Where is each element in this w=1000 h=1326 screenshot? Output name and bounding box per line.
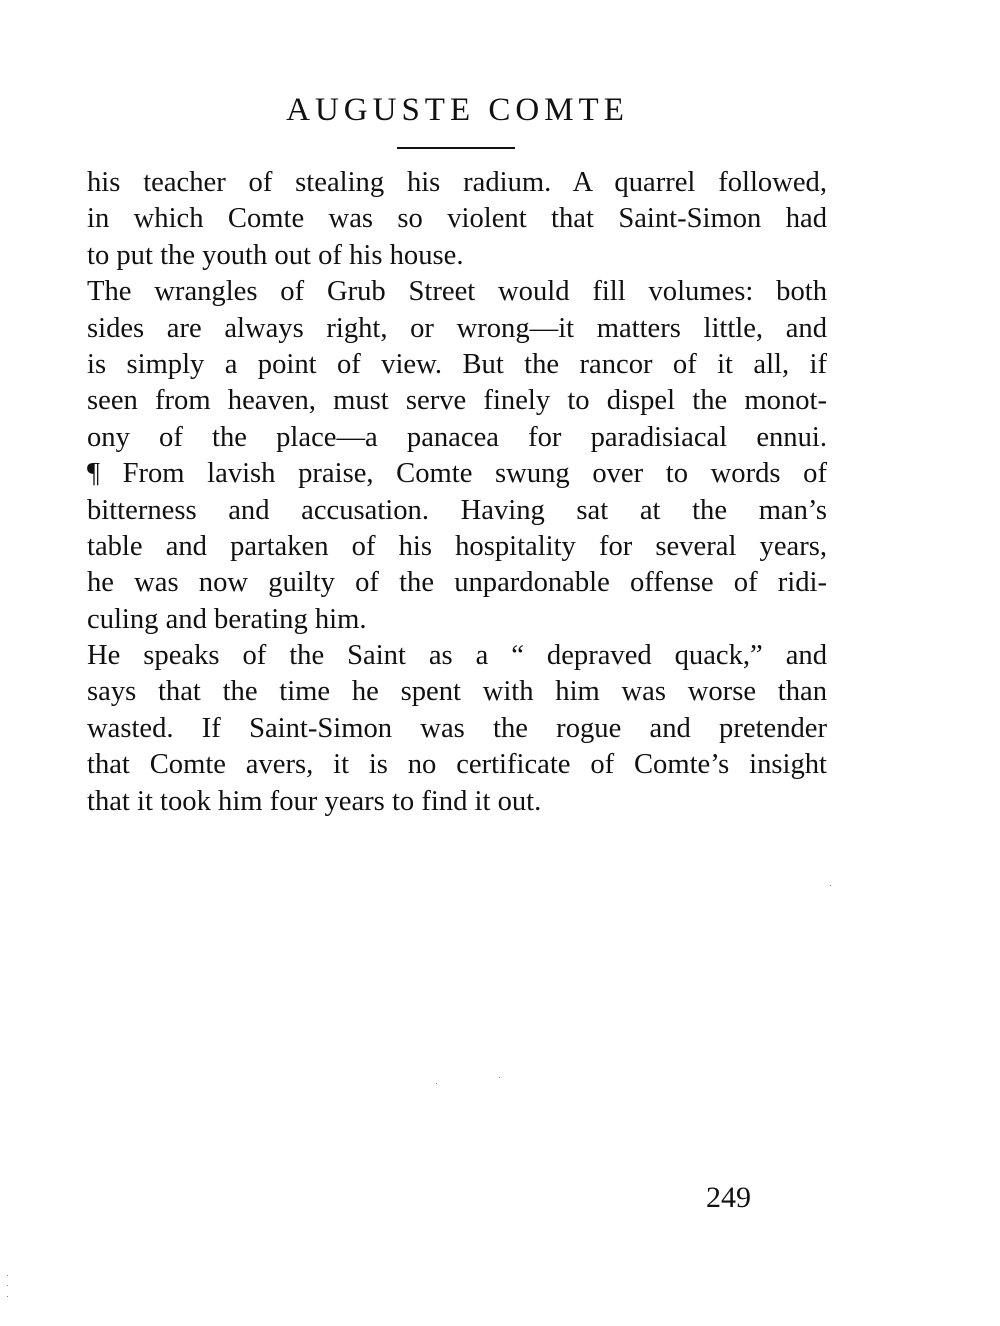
text-line: is simply a point of view. But the rancor of it all, if bbox=[87, 348, 827, 380]
scan-speck bbox=[830, 885, 831, 886]
text-line: The wrangles of Grub Street would fill volumes: both bbox=[87, 276, 827, 308]
page-number: 249 bbox=[706, 1181, 751, 1214]
scan-speck bbox=[7, 1275, 8, 1276]
scan-speck bbox=[7, 1285, 8, 1286]
running-title: AUGUSTE COMTE bbox=[286, 92, 629, 128]
text-line: to put the youth out of his house. bbox=[87, 239, 464, 271]
title-rule bbox=[397, 147, 515, 149]
text-line: in which Comte was so violent that Saint-Simon had bbox=[87, 203, 827, 235]
text-line: seen from heaven, must serve finely to dispel the monot- bbox=[87, 385, 827, 417]
text-line: that Comte avers, it is no certificate of Comte’s insight bbox=[87, 749, 827, 781]
text-line: culing and berating him. bbox=[87, 603, 367, 635]
scan-speck bbox=[499, 1077, 500, 1078]
text-line: table and partaken of his hospitality for several years, bbox=[87, 530, 827, 562]
scan-speck bbox=[436, 1083, 437, 1084]
text-line: says that the time he spent with him was worse than bbox=[87, 676, 827, 708]
scan-speck bbox=[7, 1296, 8, 1297]
text-line: wasted. If Saint-Simon was the rogue and pretender bbox=[87, 712, 827, 744]
text-line: his teacher of stealing his radium. A quarrel followed, bbox=[87, 167, 827, 198]
text-line: he was now guilty of the unpardonable offense of ridi- bbox=[87, 567, 827, 599]
text-line: bitterness and accusation. Having sat at the man’s bbox=[87, 494, 827, 526]
text-line: ony of the place—a panacea for paradisiacal ennui. bbox=[87, 421, 827, 453]
text-line: sides are always right, or wrong—it matters little, and bbox=[87, 312, 827, 344]
text-line: He speaks of the Saint as a “ depraved quack,” and bbox=[87, 640, 827, 672]
text-line: that it took him four years to find it out. bbox=[87, 785, 542, 817]
body-text bbox=[87, 165, 827, 820]
text-line: ¶ From lavish praise, Comte swung over to words of bbox=[87, 458, 827, 490]
